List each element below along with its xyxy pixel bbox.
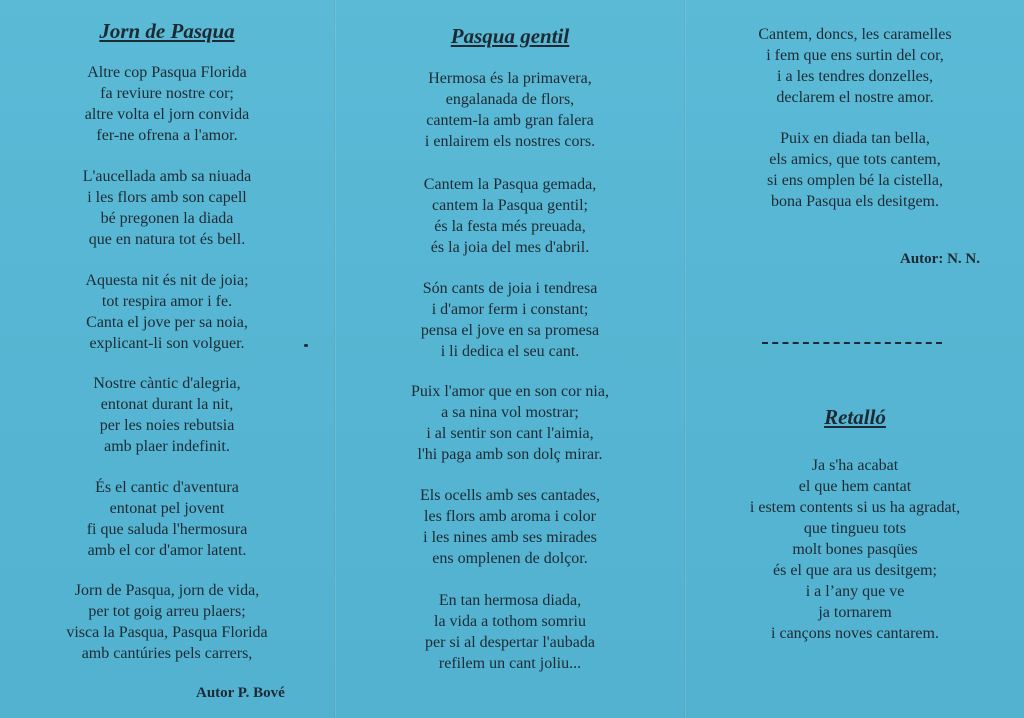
verse-line: per si al despertar l'aubada (425, 634, 595, 651)
verse-line: cantem-la amb gran falera (426, 112, 594, 129)
verse-line: engalanada de flors, (445, 91, 575, 108)
stanza (686, 24, 1024, 108)
verse-line: que en natura tot és bell. (88, 231, 246, 248)
verse-line: fi que saluda l'hermosura (86, 521, 248, 538)
verse-line: ens omplenen de dolçor. (432, 550, 588, 567)
verse-line: amb plaer indefinit. (104, 438, 230, 455)
cut-line (762, 342, 942, 346)
verse-line: si ens omplen bé la cistella, (767, 172, 943, 189)
verse-line: fer-ne ofrena a l'amor. (96, 127, 238, 144)
verse-line: En tan hermosa diada, (438, 592, 582, 609)
verse-line: l'hi paga amb son dolç mirar. (417, 446, 603, 463)
verse-line: visca la Pasqua, Pasqua Florida (66, 624, 268, 641)
stanza (0, 166, 334, 250)
verse-line: i les nines amb ses mirades (423, 529, 597, 546)
stanza (336, 590, 684, 674)
retallo-title: Retalló (824, 405, 886, 429)
verse-line: Són cants de joia i tendresa (422, 280, 598, 297)
verse-line: i a l’any que ve (805, 583, 905, 600)
verse-line: el que hem cantat (798, 478, 912, 495)
verse-line: molt bones pasqües (792, 541, 918, 558)
author-credit: Autor: N. N. (900, 251, 980, 267)
stanza (336, 485, 684, 569)
verse-line: bona Pasqua els desitgem. (771, 193, 939, 210)
verse-line: i cançons noves cantarem. (771, 625, 939, 642)
verse-line: ja tornarem (818, 604, 892, 621)
panel-closing (686, 0, 1024, 718)
verse-line: altre volta el jorn convida (84, 106, 250, 123)
verse-line: Cantem la Pasqua gemada, (423, 176, 597, 193)
verse-line: Cantem, doncs, les caramelles (758, 26, 952, 43)
verse-line: i les flors amb son capell (87, 189, 247, 206)
verse-line: explicant-li son volguer. (89, 335, 245, 352)
verse-line: Puix l'amor que en son cor nia, (411, 383, 609, 400)
verse-line: Altre cop Pasqua Florida (87, 64, 247, 81)
verse-line: per tot goig arreu plaers; (88, 603, 246, 620)
author-credit: Autor P. Bové (196, 685, 285, 701)
verse-line: les flors amb aroma i color (424, 508, 596, 525)
retallo-verse (686, 455, 1024, 644)
verse-line: és el que ara us desitgem; (773, 562, 937, 579)
stanza (336, 68, 684, 152)
stanza (0, 270, 334, 354)
verse-line: Aquesta nit és nit de joia; (85, 272, 249, 289)
poem-title: Pasqua gentil (450, 24, 570, 48)
stanza (336, 278, 684, 362)
verse-line: Hermosa és la primavera, (428, 70, 592, 87)
ink-speck (304, 344, 308, 347)
verse-line: Nostre càntic d'alegria, (93, 375, 241, 392)
verse-line: i a les tendres donzelles, (777, 68, 933, 85)
verse-line: Puix en diada tan bella, (780, 130, 930, 147)
stanza (336, 174, 684, 258)
verse-line: fa reviure nostre cor; (100, 85, 234, 102)
panel-jorn-de-pasqua (0, 0, 334, 718)
verse-line: per les noies rebutsia (99, 417, 235, 434)
stanza (0, 373, 334, 457)
verse-line: amb el cor d'amor latent. (87, 542, 247, 559)
stanza (0, 477, 334, 561)
verse-line: i d'amor ferm i constant; (431, 301, 589, 318)
verse-line: Canta el jove per sa noia, (86, 314, 248, 331)
verse-line: pensa el jove en sa promesa (420, 322, 600, 339)
verse-line: És el cantic d'aventura (95, 479, 239, 496)
poem-title: Jorn de Pasqua (99, 19, 235, 43)
panel-pasqua-gentil (336, 0, 684, 718)
verse-line: refilem un cant joliu... (438, 655, 582, 672)
verse-line: i li dedica el seu cant. (440, 343, 580, 360)
verse-line: bé pregonen la diada (100, 210, 234, 227)
verse-line: amb cantúries pels carrers, (81, 645, 253, 662)
stanza (336, 381, 684, 465)
verse-line: Jorn de Pasqua, jorn de vida, (74, 582, 260, 599)
verse-line: cantem la Pasqua gentil; (432, 197, 588, 214)
verse-line: L'aucellada amb sa niuada (82, 168, 252, 185)
verse-line: tot respira amor i fe. (101, 293, 233, 310)
verse-line: la vida a tothom somriu (434, 613, 586, 630)
verse-line: és la joia del mes d'abril. (430, 239, 590, 256)
verse-line: i al sentir son cant l'aimia, (426, 425, 594, 442)
verse-line: i estem contents si us ha agradat, (749, 499, 961, 516)
stanza (0, 62, 334, 146)
verse-line: Els ocells amb ses cantades, (420, 487, 600, 504)
verse-line: entonat pel jovent (109, 500, 225, 517)
stanza (686, 128, 1024, 212)
verse-line: declarem el nostre amor. (776, 89, 934, 106)
verse-line: que tingueu tots (803, 520, 907, 537)
verse-line: i fem que ens surtin del cor, (766, 47, 944, 64)
stanza (0, 580, 334, 664)
verse-line: entonat durant la nit, (100, 396, 234, 413)
verse-line: Ja s'ha acabat (811, 457, 899, 474)
verse-line: i enlairem els nostres cors. (424, 133, 596, 150)
verse-line: a sa nina vol mostrar; (441, 404, 579, 421)
verse-line: els amics, que tots cantem, (769, 151, 941, 168)
verse-line: és la festa més preuada, (434, 218, 586, 235)
